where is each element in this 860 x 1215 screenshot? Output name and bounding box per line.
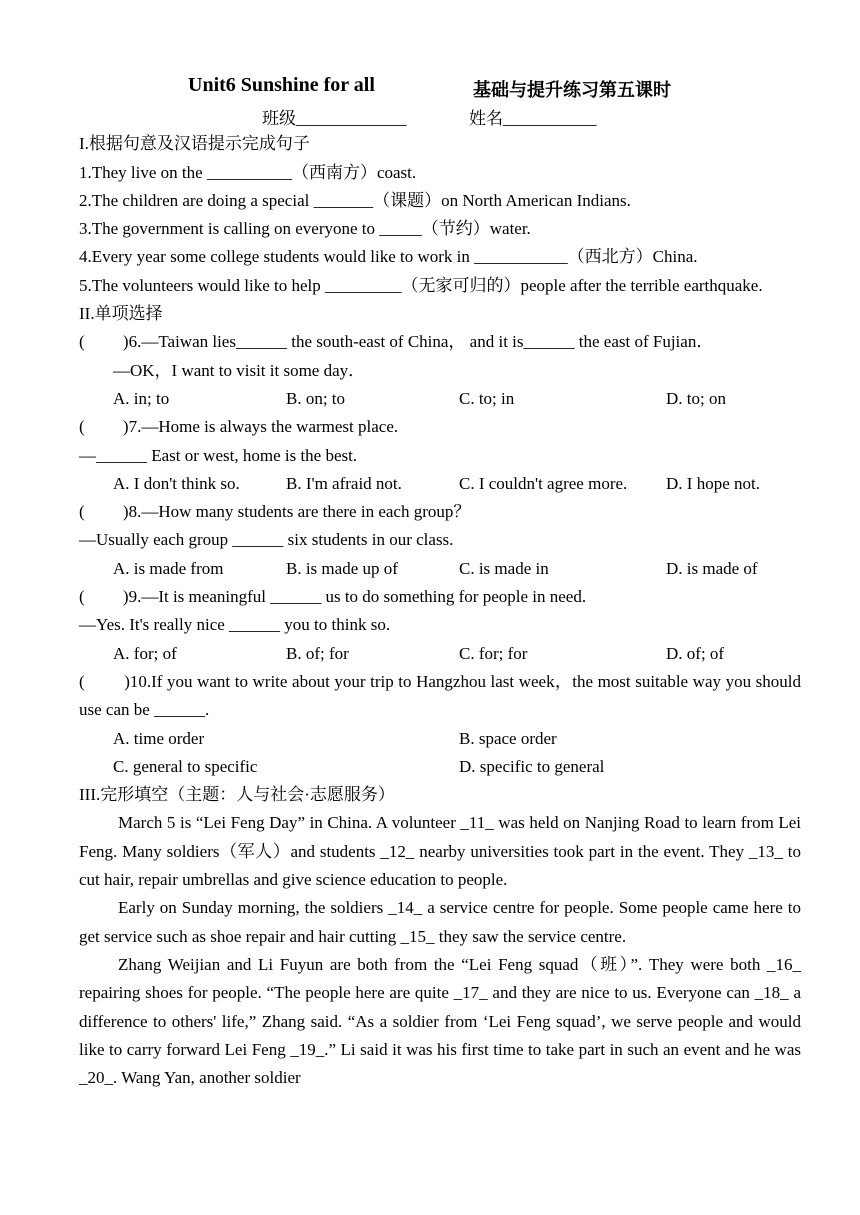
question-8-options [79, 555, 801, 583]
question-8-line1[interactable]: ( )8.—How many students are there in each group？ [79, 502, 471, 522]
option-b[interactable]: B. is made up of [286, 558, 398, 578]
option-d[interactable]: D. to; on [666, 388, 726, 408]
sentence-item-3[interactable]: 3.The government is calling on everyone to _____（节约）water. [79, 219, 531, 239]
option-c[interactable]: C. I couldn't agree more. [459, 473, 628, 493]
option-c[interactable]: C. to; in [459, 388, 515, 408]
page-subtitle: 基础与提升练习第五课时 [473, 80, 671, 100]
sentence-item-2[interactable]: 2.The children are doing a special _______（课题）on North American Indians. [79, 190, 631, 210]
question-8-line2: —Usually each group ______ six students in our class. [79, 530, 454, 550]
option-a[interactable]: A. time order [113, 728, 205, 748]
section1-heading: I.根据句意及汉语提示完成句子 [79, 134, 310, 154]
option-b[interactable]: B. of; for [286, 643, 349, 663]
question-10-options-row1 [79, 725, 801, 753]
question-7-options [79, 470, 801, 498]
sentence-item-1[interactable]: 1.They live on the __________（西南方）coast. [79, 162, 417, 182]
option-d[interactable]: D. is made of [666, 558, 758, 578]
option-a[interactable]: A. in; to [113, 388, 170, 408]
question-10-text[interactable]: ( )10.If you want to write about your trip to Hangzhou last week，the most suitable way you should use can be ______. [79, 671, 801, 720]
option-d[interactable]: D. I hope not. [666, 473, 760, 493]
option-a[interactable]: A. I don't think so. [113, 473, 240, 493]
option-c[interactable]: C. for; for [459, 643, 528, 663]
question-9-options [79, 640, 801, 668]
option-b[interactable]: B. space order [459, 728, 557, 748]
option-c[interactable]: C. general to specific [113, 756, 258, 776]
cloze-paragraph-2: Early on Sunday morning, the soldiers _14_ a service centre for people. Some people came here to get service such as shoe repair and hair cutting _15_ they saw the service centre. [79, 898, 801, 946]
worksheet-page [79, 72, 801, 1092]
student-info-row [79, 102, 801, 130]
question-10-options-row2 [79, 753, 801, 781]
question-6-line1[interactable]: ( )6.—Taiwan lies______ the south-east of China， and it is______ the east of Fujian． [79, 332, 714, 352]
question-7-line2: —______ East or west, home is the best. [79, 445, 358, 465]
question-7-line1[interactable]: ( )7.—Home is always the warmest place. [79, 417, 399, 437]
option-c[interactable]: C. is made in [459, 558, 549, 578]
page-title: Unit6 Sunshine for all [188, 74, 375, 96]
section3-heading: III.完形填空（主题：人与社会·志愿服务） [79, 785, 395, 805]
sentence-item-5[interactable]: 5.The volunteers would like to help _________（无家可归的）people after the terrible earthquake. [79, 275, 763, 295]
option-d[interactable]: D. of; of [666, 643, 725, 663]
question-9-line1[interactable]: ( )9.—It is meaningful ______ us to do something for people in need. [79, 587, 587, 607]
name-field[interactable]: 姓名___________ [469, 109, 597, 128]
question-6-options [79, 385, 801, 413]
title-row [79, 72, 801, 102]
section2-heading: II.单项选择 [79, 304, 163, 324]
cloze-paragraph-3: Zhang Weijian and Li Fuyun are both from the “Lei Feng squad（班）”. They were both _16_ repairing shoes for people. “The people here are quite _17_ and they are nice to us. Everyone can _18_ a difference to others' life,” Zhang said. “As a soldier from ‘Lei Feng squad’, we serve people and would like to carry forward Lei Feng _19_.” Li said it was his first time to take part in such an event and he was _20_. Wang Yan, another soldier [79, 954, 801, 1088]
question-9-line2: —Yes. It's really nice ______ you to think so. [79, 615, 391, 635]
option-b[interactable]: B. on; to [286, 388, 346, 408]
option-a[interactable]: A. is made from [113, 558, 224, 578]
option-b[interactable]: B. I'm afraid not. [286, 473, 402, 493]
question-6-line2: —OK，I want to visit it some day． [113, 360, 366, 380]
cloze-paragraph-1: March 5 is “Lei Feng Day” in China. A volunteer _11_ was held on Nanjing Road to learn from Lei Feng. Many soldiers（军人）and students _12_ nearby universities took part in the event. They _13_ to cut hair, repair umbrellas and give science education to people. [79, 813, 801, 890]
option-d[interactable]: D. specific to general [459, 756, 605, 776]
sentence-item-4[interactable]: 4.Every year some college students would like to work in ___________（西北方）China. [79, 247, 698, 267]
class-field[interactable]: 班级_____________ [262, 109, 407, 128]
option-a[interactable]: A. for; of [113, 643, 177, 663]
